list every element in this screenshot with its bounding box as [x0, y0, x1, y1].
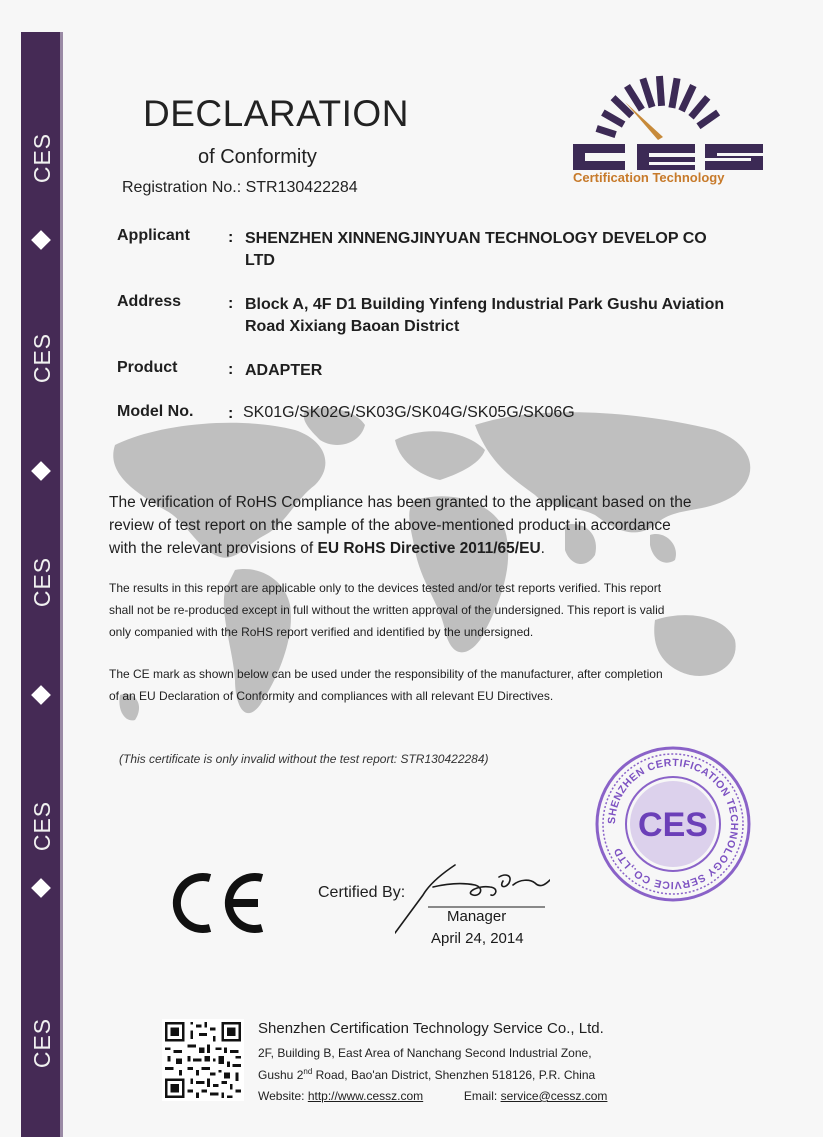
signature-date: April 24, 2014 — [431, 930, 524, 947]
address-text: Gushu 2 — [258, 1068, 304, 1082]
email-link[interactable]: service@cessz.com — [500, 1089, 608, 1103]
ce-mark-logo — [170, 872, 266, 934]
email-label: Email: — [463, 1089, 501, 1103]
rohs-statement-line3 — [109, 537, 704, 560]
ce-statement-line2: of an EU Declaration of Conformity and compliances with all relevant EU Directives. — [109, 689, 554, 703]
stamp-center-text: CES — [638, 806, 708, 844]
results-line3: only companied with the RoHS report verified and identified by the undersigned. — [109, 625, 534, 639]
signatory-title: Manager — [447, 908, 507, 925]
document-title: DECLARATION — [143, 93, 409, 134]
website-label: Website: — [258, 1089, 308, 1103]
colon: : — [228, 405, 234, 422]
side-label-ces: CES — [28, 800, 55, 852]
ordinal-suffix: nd — [303, 1067, 313, 1076]
results-line1: The results in this report are applicable only to the devices tested and/or test reports verified. This report — [109, 581, 662, 595]
applicant-value-line2: LTD — [245, 252, 275, 269]
diamond-icon — [31, 878, 51, 898]
certified-by-label: Certified By: — [318, 884, 406, 901]
side-label-ces: CES — [28, 556, 55, 608]
model-label: Model No. — [117, 403, 194, 420]
issuer-address-line1: 2F, Building B, East Area of Nanchang Second Industrial Zone, — [258, 1046, 592, 1060]
address-text-rest: Road, Bao'an District, Shenzhen 518126, P.R. China — [312, 1068, 596, 1082]
validity-note: (This certificate is only invalid without the test report: STR130422284) — [119, 752, 489, 766]
registration-number: Registration No.: STR130422284 — [122, 179, 358, 196]
colon: : — [228, 295, 234, 312]
rohs-statement-line1: The verification of RoHS Compliance has been granted to the applicant based on the — [109, 494, 692, 511]
diamond-icon — [31, 685, 51, 705]
side-label-ces: CES — [28, 1017, 55, 1069]
product-value: ADAPTER — [245, 362, 323, 379]
rohs-line3-text: with the relevant provisions of — [109, 540, 318, 557]
diamond-icon — [31, 461, 51, 481]
results-line2: shall not be re-produced except in full without the written approval of the undersigned. This report is valid — [109, 603, 665, 617]
ce-mark-statement — [109, 663, 709, 707]
address-value-line1: Block A, 4F D1 Building Yinfeng Industrial Park Gushu Aviation — [245, 296, 725, 313]
issuer-address-line2 — [258, 1067, 595, 1082]
stamp-ring-text: SHENZHEN CERTIFICATION TECHNOLOGY SERVICE CO.,LTD — [605, 756, 741, 892]
model-value: SK01G/SK02G/SK03G/SK04G/SK05G/SK06G — [243, 404, 575, 421]
product-label: Product — [117, 359, 178, 376]
issuer-company-name: Shenzhen Certification Technology Service Co., Ltd. — [258, 1020, 604, 1037]
logo-tagline: Certification Technology — [573, 170, 725, 185]
ces-logo — [565, 72, 770, 192]
diamond-icon — [31, 230, 51, 250]
directive-reference: EU RoHS Directive 2011/65/EU — [317, 540, 541, 557]
qr-code — [162, 1019, 244, 1101]
applicant-value-line1: SHENZHEN XINNENGJINYUAN TECHNOLOGY DEVELOP CO — [245, 230, 707, 247]
ce-statement-line1: The CE mark as shown below can be used under the responsibility of the manufacturer, after completion — [109, 667, 663, 681]
colon: : — [228, 361, 234, 378]
colon: : — [228, 229, 234, 246]
address-value-line2: Road Xixiang Baoan District — [245, 318, 460, 335]
document-subtitle: of Conformity — [198, 146, 317, 168]
side-label-ces: CES — [28, 332, 55, 384]
ces-seal-stamp — [594, 745, 752, 903]
rohs-statement-line2: review of test report on the sample of the above-mentioned product in accordance — [109, 517, 671, 534]
results-statement — [109, 577, 709, 643]
rohs-statement — [109, 491, 704, 560]
address-label: Address — [117, 293, 182, 310]
side-strip — [21, 32, 63, 1137]
rohs-line3-end: . — [540, 540, 545, 557]
side-label-ces: CES — [28, 132, 55, 184]
applicant-label: Applicant — [117, 227, 190, 244]
contact-line — [258, 1089, 607, 1103]
website-link[interactable]: http://www.cessz.com — [307, 1089, 424, 1103]
